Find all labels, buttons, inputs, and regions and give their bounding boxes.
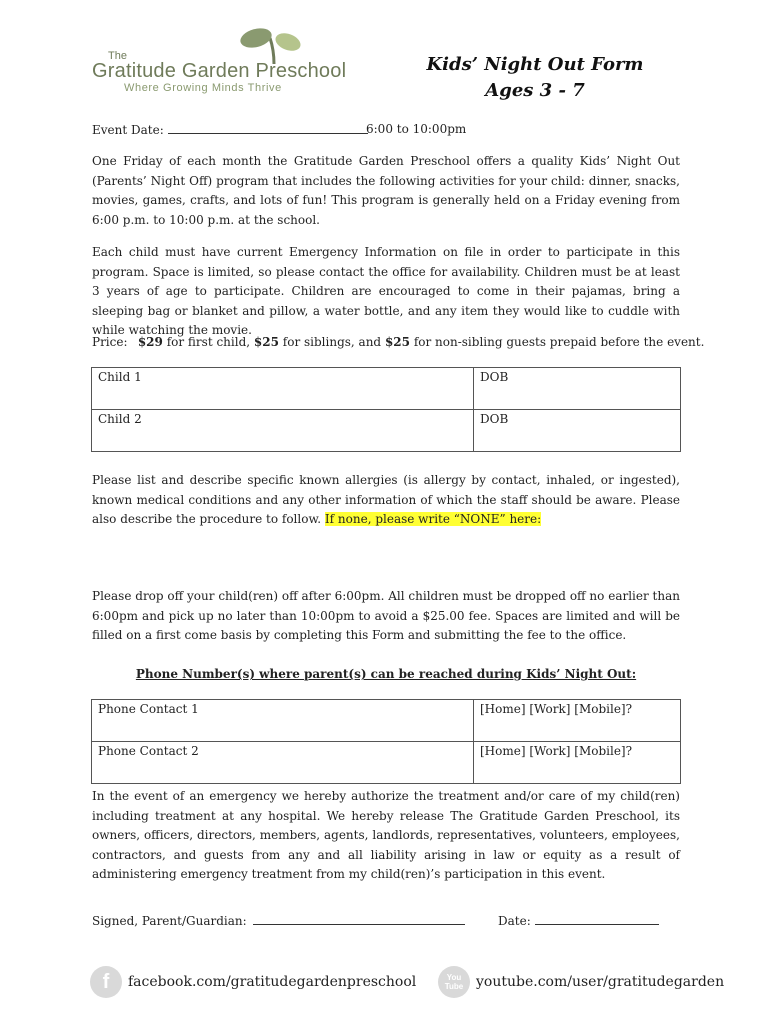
sprout-icon — [212, 28, 322, 64]
child-2-name-cell[interactable]: Child 2 — [92, 410, 474, 452]
facebook-link[interactable] — [90, 966, 416, 998]
event-date-row — [92, 122, 368, 137]
phone-contact-1-cell[interactable]: Phone Contact 1 — [92, 700, 474, 742]
allergies-text: Please list and describe specific known allergies (is allergy by contact, inhaled, or ingested), known medical conditions and any other information of which the staff should be aware. Please also describe the procedure to follow. — [92, 473, 680, 526]
table-row — [92, 368, 681, 410]
youtube-icon — [438, 966, 470, 998]
event-date-field[interactable] — [168, 122, 368, 134]
youtube-link[interactable] — [438, 966, 724, 998]
price-label: Price: — [92, 335, 128, 349]
price-line — [92, 335, 704, 349]
form-title — [400, 52, 670, 104]
form-title-line2: Ages 3 - 7 — [485, 80, 585, 101]
youtube-url[interactable]: youtube.com/user/gratitudegarden — [476, 974, 725, 990]
allergies-paragraph — [92, 471, 680, 530]
dropoff-paragraph: Please drop off your child(ren) off after 6:00pm. All children must be dropped off no earlier than 6:00pm and pick up no later than 10:00pm to avoid a $25.00 fee. Spaces are limited and will be filled on a first come basis by completing this Form and submitting the fee to the office. — [92, 589, 680, 642]
signature-row — [92, 913, 465, 928]
phone-contact-2-type-cell[interactable]: [Home] [Work] [Mobile]? — [474, 742, 681, 784]
children-table — [91, 367, 681, 452]
child-1-name-cell[interactable]: Child 1 — [92, 368, 474, 410]
logo-tagline: Where Growing Minds Thrive — [124, 82, 282, 94]
event-time: 6:00 to 10:00pm — [366, 122, 467, 136]
signature-label: Signed, Parent/Guardian: — [92, 914, 247, 928]
price-guest-text: for non-sibling guests prepaid before the event. — [410, 335, 705, 349]
youtube-icon-top: You — [446, 973, 462, 982]
table-row — [92, 742, 681, 784]
phone-contact-1-type-cell[interactable]: [Home] [Work] [Mobile]? — [474, 700, 681, 742]
emergency-paragraph: In the event of an emergency we hereby authorize the treatment and/or care of my child(ren) including treatment at any hospital. We hereby release The Gratitude Garden Preschool, its owners, officers, directors, members, agents, landlords, representatives, volunteers, employees, contractors, and guests from any and all liability arising in law or equity as a result of administering emergency treatment from my child(ren)’s participation in this event. — [92, 789, 680, 881]
phone-table — [91, 699, 681, 784]
signature-date-field[interactable] — [535, 913, 659, 925]
child-2-dob-cell[interactable]: DOB — [474, 410, 681, 452]
logo-name: Gratitude Garden Preschool — [92, 60, 347, 82]
intro-paragraph: One Friday of each month the Gratitude Garden Preschool offers a quality Kids’ Night Out (Parents’ Night Off) program that includes the following activities for your child: dinner, snacks, movies, games, crafts, and lots of fun! This program is generally held on a Friday evening from 6:00 p.m. to 10:00 p.m. at the school. — [92, 154, 680, 227]
event-date-label: Event Date: — [92, 123, 164, 137]
signature-date-row — [498, 913, 659, 928]
logo-the: The — [108, 50, 127, 62]
price-guest-amount: $25 — [384, 335, 410, 349]
facebook-url[interactable]: facebook.com/gratitudegardenpreschool — [128, 974, 417, 990]
price-sibling-amount: $25 — [253, 335, 279, 349]
phone-heading: Phone Number(s) where parent(s) can be reached during Kids’ Night Out: — [135, 667, 637, 681]
table-row — [92, 410, 681, 452]
form-title-line1: Kids’ Night Out Form — [426, 54, 644, 75]
table-row — [92, 700, 681, 742]
signature-date-label: Date: — [498, 914, 531, 928]
signature-field[interactable] — [253, 913, 465, 925]
allergies-highlight: If none, please write “NONE” here: — [324, 512, 542, 526]
facebook-icon — [90, 966, 122, 998]
phone-contact-2-cell[interactable]: Phone Contact 2 — [92, 742, 474, 784]
youtube-icon-bottom: Tube — [444, 982, 464, 991]
child-1-dob-cell[interactable]: DOB — [474, 368, 681, 410]
price-sibling-text: for siblings, and — [278, 335, 385, 349]
price-first-amount: $29 — [137, 335, 163, 349]
preschool-logo — [92, 28, 372, 100]
facebook-icon-glyph: f — [102, 970, 110, 993]
price-first-text: for first child, — [162, 335, 254, 349]
requirements-paragraph: Each child must have current Emergency Information on file in order to participate in this program. Space is limited, so please contact the office for availability. Children must be at least 3 years of age to participate. Children are encouraged to come in their pajamas, bring a sleeping bag or blanket and pillow, a water bottle, and any item they would like to cuddle with while watching the movie. — [92, 245, 680, 337]
